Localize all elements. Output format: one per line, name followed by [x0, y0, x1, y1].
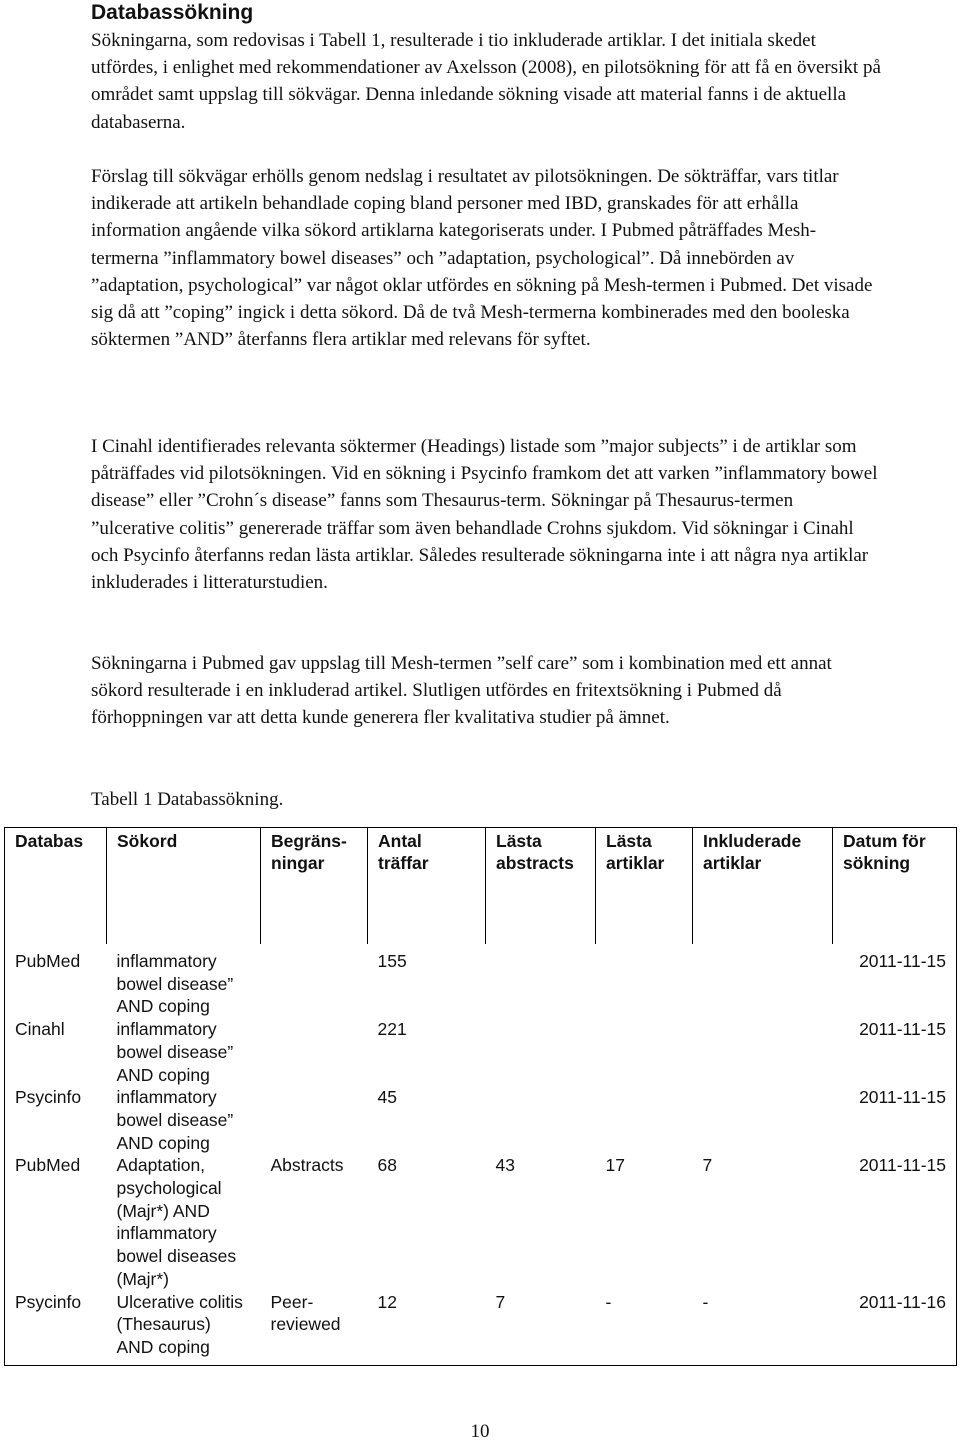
cell-sokord: inflammatory bowel disease” AND coping — [116, 1087, 234, 1153]
header-databas: Databas — [5, 828, 107, 945]
header-inkluderade-artiklar: Inkluderade artiklar — [693, 828, 833, 945]
cell-lasta-artiklar: 17 — [605, 1155, 625, 1176]
table-row — [5, 944, 957, 1018]
cell-datum: 2011-11-16 — [833, 1291, 957, 1366]
cell-lasta-artiklar — [596, 944, 693, 1018]
cell-begransningar — [261, 944, 368, 1018]
cell-inkluderade-artiklar: 7 — [702, 1155, 713, 1176]
cell-begransningar: Peer-reviewed — [261, 1291, 368, 1366]
cell-antal-traffar: 155 — [377, 951, 407, 971]
table-row — [5, 1018, 957, 1086]
table-row — [5, 1291, 957, 1366]
cell-datum: 2011-11-15 — [833, 1018, 957, 1086]
cell-begransningar: Abstracts — [270, 1155, 344, 1176]
cell-antal-traffar: 12 — [368, 1291, 486, 1366]
cell-lasta-abstracts — [486, 1086, 596, 1154]
cell-inkluderade-artiklar — [693, 944, 833, 1018]
table-row — [5, 1086, 957, 1154]
section-heading: Databassökning — [91, 1, 254, 24]
paragraph-intro: Sökningarna, som redovisas i Tabell 1, resulterade i tio inkluderade artiklar. I det initiala skedet utfördes, i enlighet med rekommendationer av Axelsson (2008), en pilotsökning för att få en översikt på området samt uppslag till sökvägar. Denna inledande sökning visade att material fanns i de aktuella databaserna. — [91, 30, 881, 133]
header-sokord: Sökord — [107, 828, 261, 945]
cell-lasta-artiklar: - — [596, 1291, 693, 1366]
header-datum: Datum för sökning — [833, 828, 957, 945]
cell-lasta-abstracts — [486, 1018, 596, 1086]
cell-begransningar — [261, 1086, 368, 1154]
cell-datum: 2011-11-15 — [833, 1154, 957, 1290]
paragraph-pubmed-self-care: Sökningarna i Pubmed gav uppslag till Mesh-termen ”self care” som i kombination med ett annat sökord resulterade i en inkluderad artikel. Slutligen utfördes en fritextsökning i Pubmed då förhoppningen var att detta kunde generera fler kvalitativa studier på ämnet. — [91, 653, 832, 729]
header-lasta-abstracts: Lästa abstracts — [486, 828, 596, 945]
cell-antal-traffar: 68 — [377, 1155, 397, 1176]
cell-inkluderade-artiklar: - — [693, 1291, 833, 1366]
cell-lasta-abstracts: 43 — [495, 1155, 515, 1176]
table-header-row — [5, 828, 957, 945]
cell-sokord: Ulcerative colitis (Thesaurus) AND coping — [107, 1291, 261, 1366]
header-antal-traffar: Antal träffar — [368, 828, 486, 945]
cell-antal-traffar: 221 — [377, 1019, 407, 1040]
cell-lasta-artiklar — [596, 1086, 693, 1154]
cell-begransningar — [261, 1018, 368, 1086]
header-begransningar: Begräns-ningar — [261, 828, 368, 945]
cell-lasta-abstracts — [486, 944, 596, 1018]
cell-datum: 2011-11-15 — [833, 1086, 957, 1154]
cell-databas: Psycinfo — [5, 1291, 107, 1366]
cell-sokord: inflammatory bowel disease” AND coping — [116, 951, 234, 1017]
header-lasta-artiklar: Lästa artiklar — [596, 828, 693, 945]
cell-databas: Psycinfo — [5, 1086, 107, 1154]
cell-inkluderade-artiklar — [693, 1086, 833, 1154]
cell-datum: 2011-11-15 — [833, 944, 957, 1018]
cell-sokord: Adaptation, psychological (Majr*) AND inflammatory bowel diseases (Majr*) — [116, 1155, 237, 1289]
cell-antal-traffar: 45 — [377, 1087, 397, 1108]
cell-lasta-artiklar — [596, 1018, 693, 1086]
table-row — [5, 1154, 957, 1290]
cell-sokord: inflammatory bowel disease” AND coping — [116, 1019, 234, 1085]
paragraph-cinahl-psycinfo: I Cinahl identifierades relevanta söktermer (Headings) listade som ”major subjects” i de artiklar som påträffades vid pilotsökningen. Vid en sökning i Psycinfo framkom det att varken ”inflammatory bowel disease” eller ”Crohn´s disease” fanns som Thesaurus-term. Sökningar på Thesaurus-termen ”ulcerative colitis” genererade träffar som även behandlade Crohns sjukdom. Vid sökningar i Cinahl och Psycinfo återfanns redan lästa artiklar. Således resulterade sökningarna inte i att några nya artiklar inkluderades i litteraturstudien. — [91, 436, 878, 594]
cell-databas: PubMed — [5, 944, 107, 1018]
paragraph-search-paths: Förslag till sökvägar erhölls genom nedslag i resultatet av pilotsökningen. De sökträffar, vars titlar indikerade att artikeln behandlade coping bland personer med IBD, granskades för att erhålla information angående vilka sökord artiklarna kategoriserats under. I Pubmed påträffades Mesh-termerna ”inflammatory bowel diseases” och ”adaptation, psychological”. Då innebörden av ”adaptation, psychological” var något oklar utfördes en sökning på Mesh-termen i Pubmed. Det visade sig då att ”coping” ingick i detta sökord. Då de två Mesh-termerna kombinerades med den booleska söktermen ”AND” återfanns flera artiklar med relevans för syftet. — [91, 166, 873, 351]
cell-lasta-abstracts: 7 — [486, 1291, 596, 1366]
cell-inkluderade-artiklar — [693, 1018, 833, 1086]
cell-databas: PubMed — [5, 1154, 107, 1290]
page-number: 10 — [470, 1421, 490, 1442]
cell-databas: Cinahl — [5, 1018, 107, 1086]
table-caption: Tabell 1 Databassökning. — [91, 789, 284, 810]
search-table — [4, 827, 957, 1366]
